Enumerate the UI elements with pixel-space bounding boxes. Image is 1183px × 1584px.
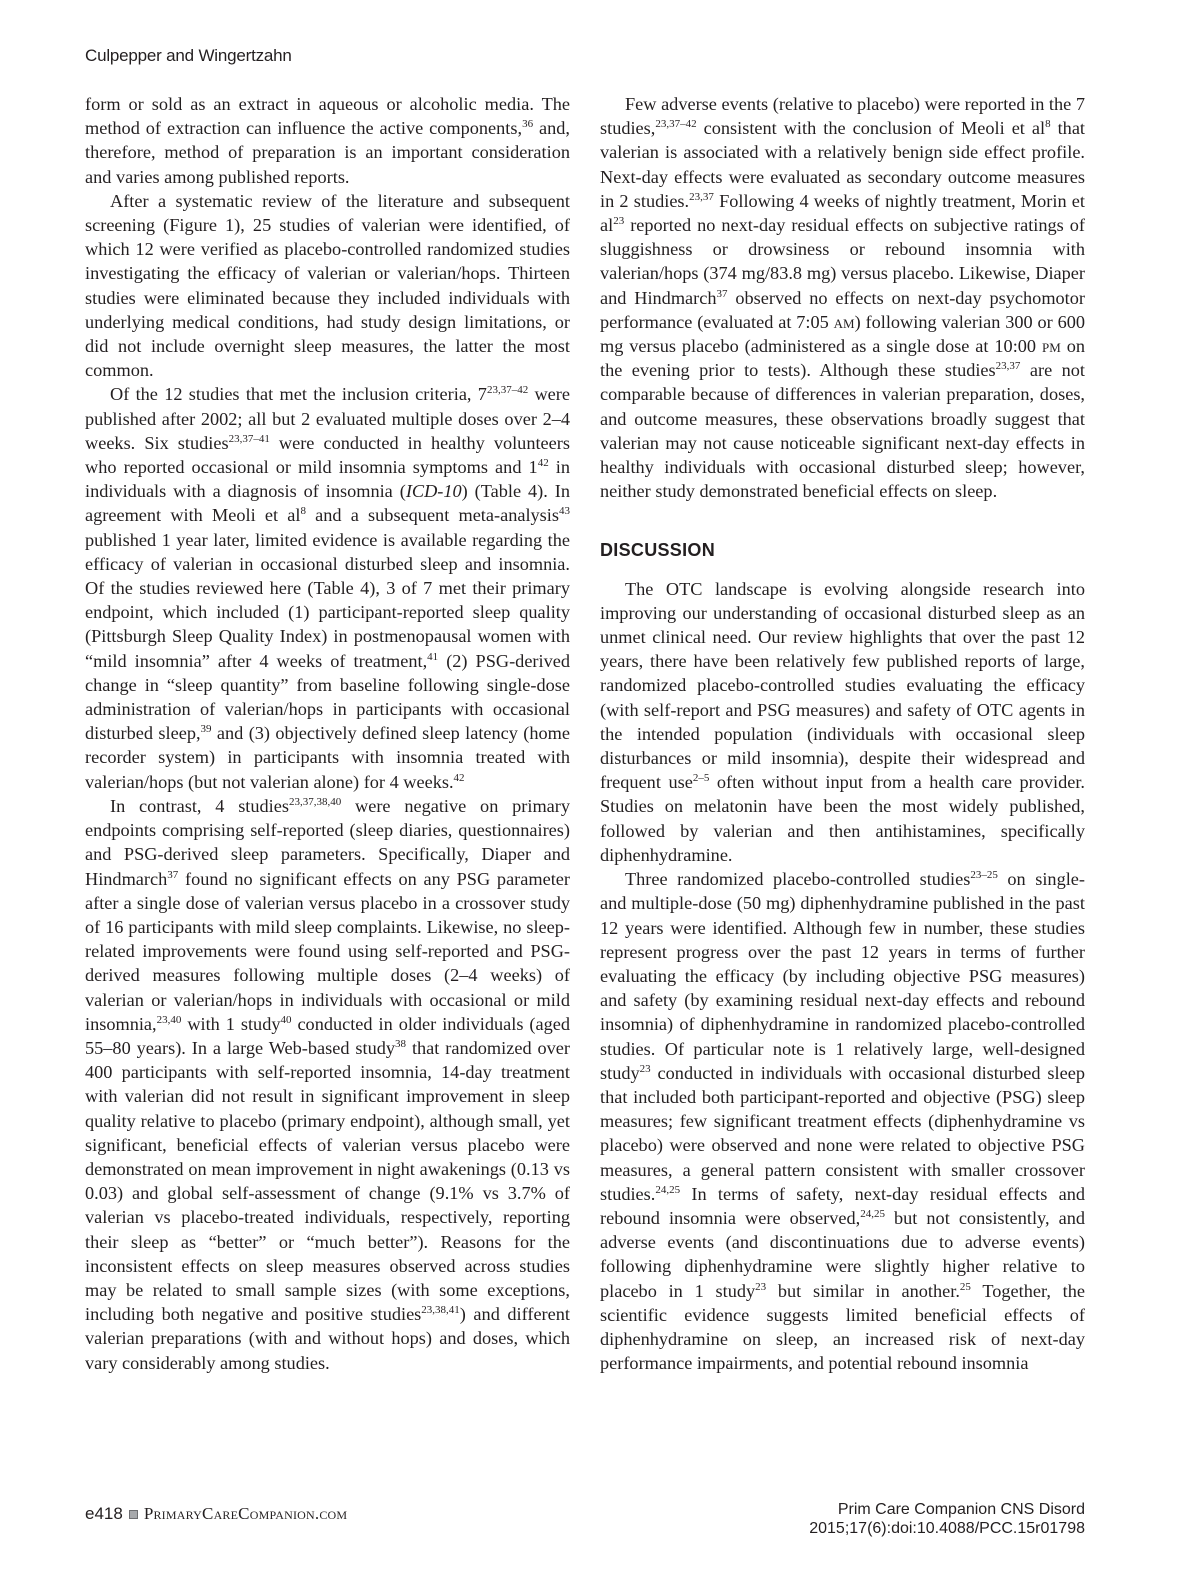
left-column [85, 92, 570, 1375]
citation-superscript: 8 [1045, 118, 1051, 131]
italic-term: ICD-10 [405, 481, 462, 502]
citation-superscript: 42 [537, 457, 549, 470]
citation-superscript: 37 [167, 868, 179, 881]
citation-superscript: 23,37–41 [228, 432, 270, 445]
citation-superscript: 39 [200, 723, 212, 736]
citation-superscript: 23,37 [995, 360, 1021, 373]
paragraph: In contrast, 4 studies$^{23,37,38,40}$ were negative on primary endpoints comprising self-reported (sleep diaries, questionnaires) and PSG-derived sleep parameters. Specifically, Diaper and Hindmarch$^{37}$ found no significant effects on any PSG parameter after a single dose of valerian versus placebo in a crossover study of 16 participants with mild sleep complaints. Likewise, no sleep-related improvements were found using self-reported and PSG-derived measures following multiple doses (2–4 weeks) of valerian or valerian/hops in individuals with occasional or mild insomnia,$^{23,40}$ with 1 study$^{40}$ conducted in older individuals (aged 55–80 years). In a large Web-based study$^{38}$ that randomized over 400 participants with self-reported insomnia, 14-day treatment with valerian did not result in significant improvement in sleep quality relative to placebo (primary endpoint), although small, yet significant, beneficial effects of valerian versus placebo were demonstrated on mean improvement in night awakenings (0.13 vs 0.03) and global self-assessment of change (9.1% vs 3.7% of valerian vs placebo-treated individuals, respectively, reporting their sleep as “better” or “much better”). Reasons for the inconsistent effects on sleep measures observed across studies may be related to small sample sizes (with some exceptions, including both negative and positive studies$^{23,38,41}$) and different valerian preparations (with and without hops) and doses, which vary considerably among studies. [85, 795, 571, 1373]
paragraph: After a systematic review of the literature and subsequent screening (Figure 1), 25 studies of valerian were identified, of which 12 were verified as placebo-controlled randomized studies investigating the efficacy of valerian or valerian/hops. Thirteen studies were eliminated because they included individuals with underlying medical conditions, had study design limitations, or did not include overnight sleep measures, the latter the most common. [85, 190, 570, 381]
citation-superscript: 38 [395, 1037, 407, 1050]
citation-superscript: 36 [522, 118, 534, 131]
right-column [600, 92, 1085, 1375]
citation-superscript: 8 [300, 505, 306, 518]
citation-superscript: 23 [613, 215, 625, 228]
citation-superscript: 40 [280, 1013, 292, 1026]
citation-superscript: 23,37–42 [486, 384, 529, 397]
citation-superscript: 23 [755, 1280, 767, 1293]
square-bullet-icon [129, 1510, 138, 1519]
citation-superscript: 25 [959, 1280, 971, 1293]
footer-left [85, 1504, 347, 1524]
citation-superscript: 37 [716, 287, 728, 300]
paragraph: Three randomized placebo-controlled studies$^{23-25}$ on single- and multiple-dose (50 mg) diphenhydramine published in the past 12 years were identified. Although few in number, these studies represent progress over the past 12 years in terms of further evaluating the efficacy (by including objective PSG measures) and safety (by examining residual next-day effects and rebound insomnia) of diphenhydramine in randomized placebo-controlled studies. Of particular note is 1 relatively large, well-designed study$^{23}$ conducted in individuals with occasional disturbed sleep that included both participant-reported and objective (PSG) sleep measures; few significant treatment effects (diphenhydramine vs placebo) were observed and none were related to objective PSG measures, a general pattern consistent with smaller crossover studies.$^{24,25}$ In terms of safety, next-day residual effects and rebound insomnia were observed,$^{24,25}$ but not consistently, and adverse events (and discontinuations due to adverse events) following diphenhydramine were slightly higher relative to placebo in 1 study$^{23}$ but similar in another.$^{25}$ Together, the scientific evidence suggests limited beneficial effects of diphenhydramine on sleep, an increased risk of next-day performance impairments, and potential rebound insomnia [600, 869, 1085, 1374]
website-link[interactable]: PrimaryCareCompanion.com [143, 1504, 348, 1523]
paragraph: Of the 12 studies that met the inclusion criteria, 7$^{23,37-42}$ were published after 2002; all but 2 evaluated multiple doses over 2–4 weeks. Six studies$^{23,37-41}$ were conducted in healthy volunteers who reported occasional or mild insomnia symptoms and $1^{42}$ in individuals with a diagnosis of insomnia (ICD-10) (Table 4). In agreement with Meoli et $al^8$ and a subsequent meta-analysis$^{43}$ published 1 year later, limited evidence is available regarding the efficacy of valerian in occasional disturbed sleep and insomnia. Of the studies reviewed here (Table 4), 3 of 7 met their primary endpoint, which included (1) participant-reported sleep quality (Pittsburgh Sleep Quality Index) in postmenopausal women with “mild insomnia” after 4 weeks of treatment,$^{41}$ (2) PSG-derived change in “sleep quantity” from baseline following single-dose administration of valerian/hops in participants with occasional disturbed sleep,$^{39}$ and (3) objectively defined sleep latency (home recorder system) in participants with insomnia treated with valerian/hops (but not valerian alone) for 4 weeks.$^{42}$ [85, 384, 570, 792]
citation-superscript: 24,25 [655, 1183, 681, 1196]
running-head-authors: Culpepper and Wingertzahn [85, 46, 292, 65]
citation-superscript: 23 [639, 1062, 651, 1075]
citation-superscript: 23,37–42 [655, 118, 697, 131]
time-suffix: am [833, 311, 855, 332]
citation-superscript: 23,40 [156, 1013, 182, 1026]
paragraph: Few adverse events (relative to placebo) were reported in the 7 studies,$^{23,37-42}$ consistent with the conclusion of Meoli et $al^8$ that valerian is associated with a relatively benign side effect profile. Next-day effects were evaluated as secondary outcome measures in 2 studies.$^{23,37}$ Following 4 weeks of nightly treatment, Morin et $al^{23}$ reported no next-day residual effects on subjective ratings of sluggishness or drowsiness or rebound insomnia with valerian/hops (374 mg/83.8 mg) versus placebo. Likewise, Diaper and Hindmarch$^{37}$ observed no effects on next-day psychomotor performance (evaluated at 7:05 am) following valerian 300 or 600 mg versus placebo (administered as a single dose at 10:00 pm on the evening prior to tests). Although these studies$^{23,37}$ are not comparable because of differences in valerian preparation, doses, and outcome measures, these observations broadly suggest that valerian may not cause noticeable significant next-day effects in healthy individuals with occasional disturbed sleep; however, neither study demonstrated beneficial effects on sleep. [600, 94, 1086, 502]
time-suffix: pm [1041, 336, 1061, 357]
citation-superscript: 41 [427, 650, 439, 663]
citation-superscript: 42 [453, 771, 465, 784]
citation-superscript: 2–5 [692, 772, 710, 785]
doi-citation: 2015;17(6):doi:10.4088/PCC.15r01798 [809, 1520, 1085, 1537]
citation-superscript: 23–25 [970, 869, 998, 882]
paragraph: form or sold as an extract in aqueous or alcoholic media. The method of extraction can influence the active components,$^{36}$ and, therefore, method of preparation is an important consideration and varies among published reports. [85, 94, 570, 187]
section-heading-discussion: DISCUSSION [600, 540, 716, 561]
journal-name: Prim Care Companion CNS Disord [837, 1501, 1085, 1518]
citation-superscript: 24,25 [860, 1207, 885, 1220]
citation-superscript: 23,37,38,40 [288, 795, 342, 808]
citation-superscript: 23,38,41 [421, 1304, 460, 1317]
page-number: e418 [85, 1504, 123, 1523]
citation-superscript: 23,37 [689, 190, 714, 203]
citation-superscript: 43 [559, 505, 570, 518]
footer-citation [809, 1500, 1085, 1538]
paragraph: The OTC landscape is evolving alongside research into improving our understanding of occasional disturbed sleep as an unmet clinical need. Our review highlights that over the past 12 years, there have been relatively few published reports of large, randomized placebo-controlled studies evaluating the efficacy (with self-report and PSG measures) and safety of OTC agents in the intended population (individuals with occasional sleep disturbances or mild insomnia), despite their widespread and frequent use$^{2-5}$ often without input from a health care provider. Studies on melatonin have been the most widely published, followed by valerian and then antihistamines, specifically diphenhydramine. [600, 578, 1085, 865]
